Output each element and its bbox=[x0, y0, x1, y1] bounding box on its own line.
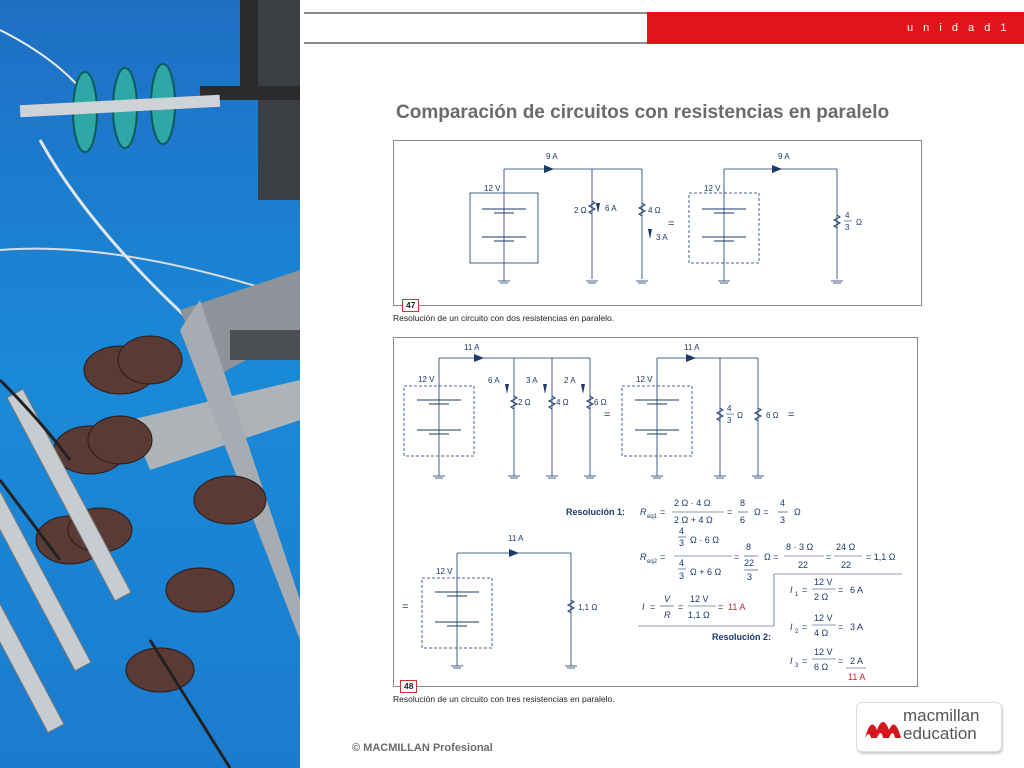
svg-text:Ω · 6 Ω: Ω · 6 Ω bbox=[690, 535, 719, 545]
svg-text:4: 4 bbox=[780, 498, 786, 508]
fig48-r3: 6 Ω bbox=[594, 398, 607, 407]
fig47-right-voltage: 12 V bbox=[704, 184, 721, 193]
fig47-equals: = bbox=[668, 218, 675, 230]
svg-text:=: = bbox=[802, 585, 808, 595]
svg-text:I: I bbox=[790, 656, 793, 666]
svg-text:8 · 3 Ω: 8 · 3 Ω bbox=[786, 542, 814, 552]
svg-text:12 V: 12 V bbox=[690, 594, 709, 604]
figure-47-caption: Resolución de un circuito con dos resistencias en paralelo. bbox=[393, 313, 615, 323]
fig48-tr-current: 11 A bbox=[684, 343, 700, 352]
svg-text:4: 4 bbox=[679, 558, 685, 568]
fig48-i1: 6 A bbox=[488, 376, 500, 385]
fig48-r1: 2 Ω bbox=[518, 398, 531, 407]
fig48-b-req: 1,1 Ω bbox=[578, 603, 598, 612]
svg-text:6 Ω: 6 Ω bbox=[814, 662, 829, 672]
resolucion-1-label: Resolución 1: bbox=[566, 507, 626, 517]
svg-text:12 V: 12 V bbox=[814, 613, 833, 623]
svg-text:2: 2 bbox=[795, 629, 799, 635]
svg-text:2 Ω: 2 Ω bbox=[814, 592, 829, 602]
fig48-i2: 3 A bbox=[526, 376, 538, 385]
svg-text:I: I bbox=[642, 602, 645, 612]
svg-text:1,1 Ω: 1,1 Ω bbox=[688, 610, 710, 620]
unit-label: u n i d a d 1 bbox=[907, 22, 1010, 34]
svg-text:3: 3 bbox=[679, 571, 685, 581]
svg-text:=: = bbox=[678, 602, 684, 612]
svg-text:I: I bbox=[790, 622, 793, 632]
fig48-i3: 2 A bbox=[564, 376, 576, 385]
svg-text:4 Ω: 4 Ω bbox=[814, 628, 829, 638]
fig47-r1: 2 Ω bbox=[574, 206, 587, 215]
fig47-left-current: 9 A bbox=[546, 152, 558, 161]
svg-text:=: = bbox=[838, 656, 844, 666]
svg-text:=: = bbox=[788, 409, 795, 421]
svg-text:8: 8 bbox=[746, 542, 752, 552]
figure-47-number: 47 bbox=[402, 299, 419, 312]
svg-text:3: 3 bbox=[780, 515, 786, 525]
svg-text:R: R bbox=[640, 507, 647, 517]
figure-48 bbox=[393, 337, 918, 687]
fig48-tr-voltage: 12 V bbox=[636, 375, 653, 384]
svg-text:Ω: Ω bbox=[794, 507, 801, 517]
svg-text:3: 3 bbox=[795, 663, 799, 669]
figure-48-caption: Resolución de un circuito con tres resistencias en paralelo. bbox=[393, 694, 615, 704]
fig48-b-voltage: 12 V bbox=[436, 567, 453, 576]
svg-text:=: = bbox=[826, 552, 832, 562]
svg-text:1: 1 bbox=[795, 592, 799, 598]
svg-text:= 1,1 Ω: = 1,1 Ω bbox=[866, 552, 896, 562]
svg-text:=: = bbox=[838, 622, 844, 632]
slide-title: Comparación de circuitos con resistencias en paralelo bbox=[396, 102, 890, 123]
svg-text:=: = bbox=[802, 622, 808, 632]
svg-text:=: = bbox=[734, 552, 740, 562]
figure-48-number: 48 bbox=[400, 680, 417, 693]
fig47-right-current: 9 A bbox=[778, 152, 790, 161]
svg-text:12 V: 12 V bbox=[814, 577, 833, 587]
svg-text:=: = bbox=[718, 602, 724, 612]
svg-text:4: 4 bbox=[679, 526, 685, 536]
svg-text:2 A: 2 A bbox=[850, 656, 864, 666]
svg-text:2 Ω · 4 Ω: 2 Ω · 4 Ω bbox=[674, 498, 711, 508]
svg-text:22: 22 bbox=[744, 558, 755, 568]
fig48-tl-voltage: 12 V bbox=[418, 375, 435, 384]
svg-text:I: I bbox=[790, 585, 793, 595]
fig48-tl-current: 11 A bbox=[464, 343, 480, 352]
svg-text:=: = bbox=[660, 507, 666, 517]
insulator-photo bbox=[0, 0, 300, 768]
sum-total: 11 A bbox=[848, 672, 866, 682]
fig48-tr-req-den: 3 bbox=[727, 416, 732, 425]
svg-text:Ω + 6 Ω: Ω + 6 Ω bbox=[690, 567, 722, 577]
header-bar-left bbox=[304, 12, 648, 44]
copyright: © MACMILLAN Profesional bbox=[352, 742, 493, 754]
svg-text:22: 22 bbox=[798, 560, 809, 570]
fig47-req-den: 3 bbox=[845, 223, 850, 232]
svg-text:=: = bbox=[650, 602, 656, 612]
svg-text:2 Ω + 4 Ω: 2 Ω + 4 Ω bbox=[674, 515, 713, 525]
svg-text:=: = bbox=[660, 552, 666, 562]
svg-text:3: 3 bbox=[747, 572, 753, 582]
fig47-i2: 3 A bbox=[656, 233, 668, 242]
figure-47 bbox=[393, 140, 922, 306]
svg-text:V: V bbox=[664, 594, 671, 604]
fig48-r2: 4 Ω bbox=[556, 398, 569, 407]
resolucion-2-label: Resolución 2: bbox=[712, 632, 772, 642]
logo-line1: macmillan bbox=[903, 706, 980, 725]
fig48-tr-req-unit: Ω bbox=[737, 411, 743, 420]
fig47-r2: 4 Ω bbox=[648, 206, 661, 215]
header-bar-right bbox=[647, 12, 1024, 44]
macmillan-logo-icon bbox=[863, 708, 903, 748]
fig47-i1: 6 A bbox=[605, 204, 617, 213]
svg-text:6 A: 6 A bbox=[850, 585, 864, 595]
svg-text:R: R bbox=[664, 610, 671, 620]
svg-text:=: = bbox=[402, 601, 409, 613]
svg-text:R: R bbox=[640, 552, 647, 562]
fig48-b-current: 11 A bbox=[508, 534, 524, 543]
svg-text:Ω =: Ω = bbox=[764, 552, 779, 562]
svg-text:8: 8 bbox=[740, 498, 746, 508]
svg-text:eq1: eq1 bbox=[647, 514, 658, 520]
fig48-tr-r3: 6 Ω bbox=[766, 411, 779, 420]
svg-text:3 A: 3 A bbox=[850, 622, 864, 632]
ohm-result: 11 A bbox=[728, 602, 746, 612]
logo-line2: education bbox=[903, 724, 977, 743]
svg-text:=: = bbox=[727, 507, 733, 517]
svg-text:=: = bbox=[604, 409, 611, 421]
fig47-req-unit: Ω bbox=[856, 218, 862, 227]
svg-text:12 V: 12 V bbox=[814, 647, 833, 657]
svg-text:=: = bbox=[802, 656, 808, 666]
fig48-tr-req-num: 4 bbox=[727, 404, 732, 413]
svg-text:24 Ω: 24 Ω bbox=[836, 542, 856, 552]
macmillan-logo bbox=[856, 702, 1002, 752]
svg-text:22: 22 bbox=[841, 560, 852, 570]
svg-text:=: = bbox=[838, 585, 844, 595]
fig47-req-num: 4 bbox=[845, 211, 850, 220]
svg-text:eq2: eq2 bbox=[647, 559, 658, 565]
svg-text:Ω =: Ω = bbox=[754, 507, 769, 517]
svg-text:3: 3 bbox=[679, 538, 685, 548]
fig47-left-voltage: 12 V bbox=[484, 184, 501, 193]
svg-text:6: 6 bbox=[740, 515, 746, 525]
